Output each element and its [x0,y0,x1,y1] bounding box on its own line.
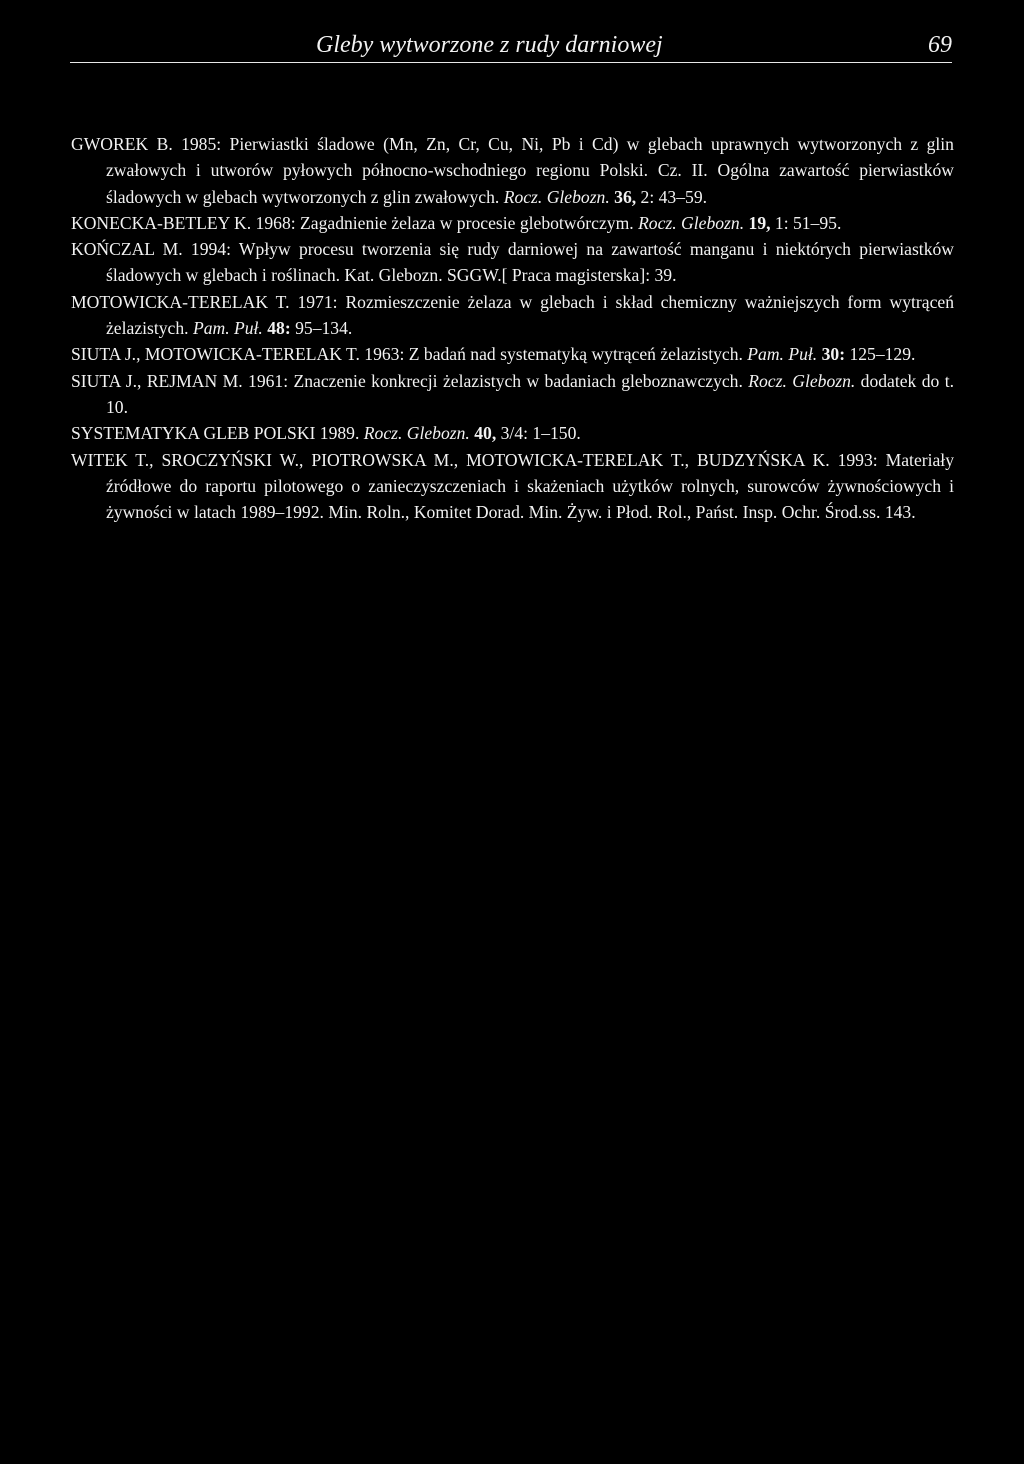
reference-authors: SYSTEMATYKA GLEB POLSKI [71,423,316,444]
reference-witek [71,447,954,526]
reference-pages: 125–129. [845,344,916,365]
reference-volume: 48: [267,318,291,339]
reference-journal: Rocz. Glebozn. [638,212,745,233]
reference-pages: dodatek do t. 10. [106,370,954,417]
reference-journal: Pam. Puł. [192,318,263,339]
reference-authors: WITEK T., SROCZYŃSKI W., PIOTROWSKA M., MOTOWICKA-TERELAK T., BUDZYŃSKA K. [71,449,830,470]
reference-motowicka-terelak [71,289,954,342]
reference-authors: KONECKA-BETLEY K. [71,212,252,233]
reference-pages: 95–134. [290,318,353,339]
reference-list [71,131,954,525]
reference-authors: KOŃCZAL M. [71,239,183,260]
reference-text: 1961: Znaczenie konkrecji żelazistych w badaniach gleboznawczych. [242,370,749,391]
page-number: 69 [928,32,952,58]
reference-authors: GWOREK B. [71,134,173,154]
reference-siuta-motowicka [71,341,954,367]
reference-authors: SIUTA J., REJMAN M. [71,370,243,391]
reference-text: 1968: Zagadnienie żelaza w procesie glebotwórczym. [251,212,639,233]
reference-volume: 40, [474,423,497,444]
reference-siuta-rejman [71,368,954,421]
reference-text: 1993: Materiały źródłowe do raportu pilotowego o zanieczyszczeniach i skażeniach użytków rolnych, surowców żywnościowych i żywności w latach 1989–1992. Min. Roln., Komitet Dorad. Min. Żyw. i Płod. Rol., Państ. Insp. Ochr. Środ.ss. 143. [106,449,954,523]
reference-text: 1994: Wpływ procesu tworzenia się rudy darniowej na zawartość manganu i niektórych pierwiastków śladowych w glebach i roślinach. Kat. Glebozn. SGGW.[ Praca magisterska]: 39. [106,239,954,286]
reference-authors: SIUTA J., MOTOWICKA-TERELAK T. [71,344,360,365]
reference-pages: 1: 51–95. [770,212,842,233]
reference-konczal [71,236,954,289]
reference-text: 1989. [315,423,364,444]
reference-gworek [71,131,954,210]
reference-journal: Rocz. Glebozn. [363,423,470,444]
reference-systematyka [71,420,954,446]
reference-text: 1985: Pierwiastki śladowe (Mn, Zn, Cr, Cu, Ni, Pb i Cd) w glebach uprawnych wytworzonych z glin zwałowych i utworów pyłowych północno-wschodniego regionu Polski. Cz. II. Ogólna zawartość pierwiastków śladowych w glebach wytworzonych z glin zwałowych. [106,134,954,207]
reference-authors: MOTOWICKA-TERELAK T. [71,291,290,312]
reference-pages: 3/4: 1–150. [496,423,581,444]
reference-text: 1963: Z badań nad systematyką wytrąceń żelazistych. [359,344,748,365]
running-header [70,30,952,63]
reference-volume: 36, [614,186,637,207]
reference-pages: 2: 43–59. [636,186,708,207]
reference-konecka-betley [71,210,954,236]
reference-journal: Rocz. Glebozn. [503,186,610,207]
reference-text: 1971: Rozmieszczenie żelaza w glebach i skład chemiczny ważniejszych form wytrąceń żelazistych. [106,291,954,339]
reference-journal: Rocz. Glebozn. [748,370,856,391]
reference-volume: 19, [748,212,771,233]
running-title: Gleby wytworzone z rudy darniowej [316,32,663,58]
reference-journal: Pam. Puł. [747,344,818,365]
reference-volume: 30: [821,344,846,365]
